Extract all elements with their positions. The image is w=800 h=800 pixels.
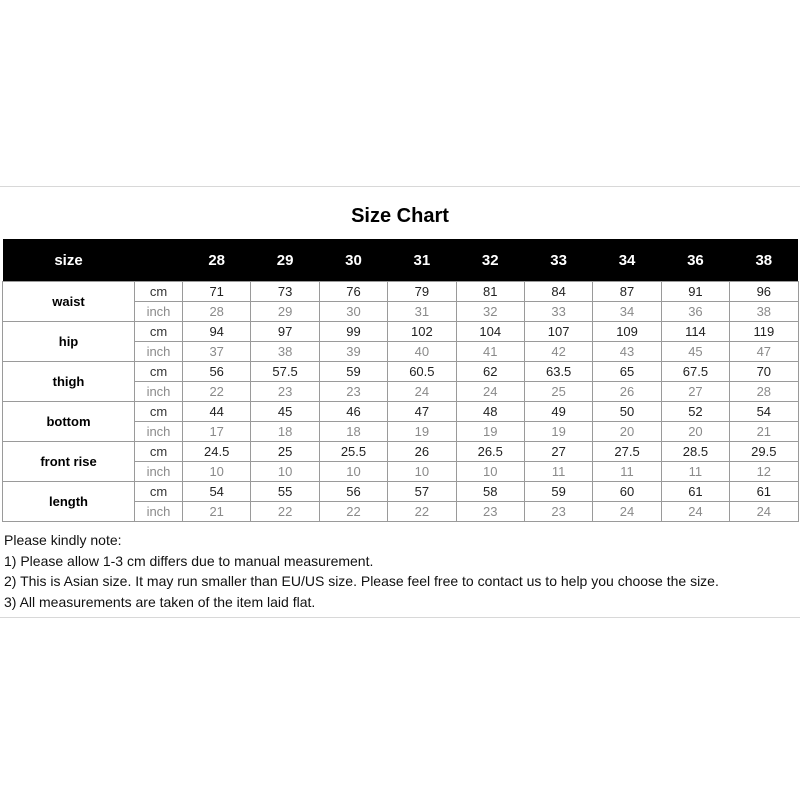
- table-cell: 56: [183, 362, 251, 382]
- table-cell: 22: [251, 502, 319, 522]
- table-cell: 30: [319, 302, 387, 322]
- unit-label: cm: [135, 442, 183, 462]
- table-cell: 114: [661, 322, 729, 342]
- table-cell: 10: [183, 462, 251, 482]
- table-cell: 29.5: [730, 442, 798, 462]
- table-cell: 45: [251, 402, 319, 422]
- table-cell: 31: [388, 302, 456, 322]
- table-cell: 17: [183, 422, 251, 442]
- size-column-header: 30: [319, 239, 387, 282]
- table-cell: 99: [319, 322, 387, 342]
- table-cell: 10: [388, 462, 456, 482]
- unit-label: cm: [135, 362, 183, 382]
- unit-label: inch: [135, 342, 183, 362]
- table-cell: 107: [524, 322, 592, 342]
- table-cell: 73: [251, 282, 319, 302]
- size-column-header: 28: [183, 239, 251, 282]
- table-cell: 61: [730, 482, 798, 502]
- table-cell: 27.5: [593, 442, 661, 462]
- table-cell: 47: [388, 402, 456, 422]
- table-cell: 43: [593, 342, 661, 362]
- table-cell: 21: [730, 422, 798, 442]
- table-cell: 38: [251, 342, 319, 362]
- measurement-label: hip: [3, 322, 135, 362]
- unit-label: cm: [135, 282, 183, 302]
- unit-label: cm: [135, 482, 183, 502]
- table-cell: 27: [661, 382, 729, 402]
- table-cell: 67.5: [661, 362, 729, 382]
- table-cell: 12: [730, 462, 798, 482]
- table-cell: 65: [593, 362, 661, 382]
- table-cell: 119: [730, 322, 798, 342]
- table-cell: 24: [593, 502, 661, 522]
- table-row: [3, 482, 799, 502]
- notes-section: [4, 530, 794, 612]
- size-column-header: 31: [388, 239, 456, 282]
- size-column-header: 36: [661, 239, 729, 282]
- size-column-header: 38: [730, 239, 798, 282]
- table-cell: 102: [388, 322, 456, 342]
- table-cell: 32: [456, 302, 524, 322]
- table-cell: 47: [730, 342, 798, 362]
- table-cell: 39: [319, 342, 387, 362]
- table-cell: 10: [251, 462, 319, 482]
- table-cell: 34: [593, 302, 661, 322]
- table-cell: 20: [661, 422, 729, 442]
- table-cell: 60.5: [388, 362, 456, 382]
- size-column-header: 32: [456, 239, 524, 282]
- table-row: [3, 322, 799, 342]
- table-cell: 25.5: [319, 442, 387, 462]
- table-cell: 58: [456, 482, 524, 502]
- note-item: 3) All measurements are taken of the item laid flat.: [4, 593, 316, 610]
- size-column-header: 33: [524, 239, 592, 282]
- size-column-header: 29: [251, 239, 319, 282]
- table-cell: 23: [319, 382, 387, 402]
- table-cell: 60: [593, 482, 661, 502]
- unit-label: inch: [135, 422, 183, 442]
- measurement-label: thigh: [3, 362, 135, 402]
- measurement-label: length: [3, 482, 135, 522]
- table-cell: 52: [661, 402, 729, 422]
- table-cell: 26.5: [456, 442, 524, 462]
- table-cell: 24.5: [183, 442, 251, 462]
- page-title: Size Chart: [351, 205, 449, 227]
- table-row: [3, 282, 799, 302]
- table-cell: 25: [251, 442, 319, 462]
- table-cell: 24: [456, 382, 524, 402]
- unit-label: cm: [135, 402, 183, 422]
- table-cell: 59: [524, 482, 592, 502]
- table-cell: 94: [183, 322, 251, 342]
- table-cell: 22: [183, 382, 251, 402]
- table-row: [3, 402, 799, 422]
- table-cell: 33: [524, 302, 592, 322]
- table-cell: 79: [388, 282, 456, 302]
- table-cell: 57.5: [251, 362, 319, 382]
- chart-body: [3, 282, 799, 522]
- table-cell: 49: [524, 402, 592, 422]
- table-cell: 84: [524, 282, 592, 302]
- table-cell: 91: [661, 282, 729, 302]
- table-cell: 44: [183, 402, 251, 422]
- table-cell: 24: [661, 502, 729, 522]
- table-cell: 45: [661, 342, 729, 362]
- table-cell: 55: [251, 482, 319, 502]
- table-cell: 26: [593, 382, 661, 402]
- table-cell: 36: [661, 302, 729, 322]
- table-cell: 61: [661, 482, 729, 502]
- table-cell: 10: [319, 462, 387, 482]
- table-cell: 62: [456, 362, 524, 382]
- table-cell: 18: [319, 422, 387, 442]
- table-cell: 19: [456, 422, 524, 442]
- table-cell: 96: [730, 282, 798, 302]
- measurement-label: front rise: [3, 442, 135, 482]
- unit-label: inch: [135, 382, 183, 402]
- table-cell: 28: [183, 302, 251, 322]
- note-item: 2) This is Asian size. It may run smaller than EU/US size. Please feel free to contact us to help you choose the size.: [4, 573, 719, 589]
- table-cell: 10: [456, 462, 524, 482]
- table-cell: 40: [388, 342, 456, 362]
- unit-label: cm: [135, 322, 183, 342]
- table-cell: 70: [730, 362, 798, 382]
- table-cell: 19: [388, 422, 456, 442]
- table-cell: 22: [319, 502, 387, 522]
- unit-label: inch: [135, 302, 183, 322]
- table-cell: 11: [524, 462, 592, 482]
- table-cell: 41: [456, 342, 524, 362]
- table-cell: 23: [456, 502, 524, 522]
- table-cell: 50: [593, 402, 661, 422]
- table-cell: 48: [456, 402, 524, 422]
- table-cell: 28.5: [661, 442, 729, 462]
- size-column-header: 34: [593, 239, 661, 282]
- table-cell: 71: [183, 282, 251, 302]
- table-cell: 54: [183, 482, 251, 502]
- table-cell: 24: [388, 382, 456, 402]
- table-cell: 81: [456, 282, 524, 302]
- table-row: [3, 442, 799, 462]
- table-cell: 104: [456, 322, 524, 342]
- unit-label: inch: [135, 502, 183, 522]
- table-cell: 59: [319, 362, 387, 382]
- table-cell: 97: [251, 322, 319, 342]
- table-cell: 54: [730, 402, 798, 422]
- header-row: [3, 239, 799, 282]
- table-cell: 24: [730, 502, 798, 522]
- table-cell: 19: [524, 422, 592, 442]
- table-cell: 27: [524, 442, 592, 462]
- table-row: [3, 362, 799, 382]
- table-cell: 76: [319, 282, 387, 302]
- table-cell: 21: [183, 502, 251, 522]
- table-cell: 22: [388, 502, 456, 522]
- table-cell: 28: [730, 382, 798, 402]
- table-cell: 11: [661, 462, 729, 482]
- table-cell: 46: [319, 402, 387, 422]
- table-cell: 18: [251, 422, 319, 442]
- measurement-label: waist: [3, 282, 135, 322]
- table-cell: 25: [524, 382, 592, 402]
- table-cell: 29: [251, 302, 319, 322]
- table-cell: 23: [251, 382, 319, 402]
- table-cell: 37: [183, 342, 251, 362]
- size-chart-table: [2, 239, 799, 522]
- notes-heading: Please kindly note:: [4, 532, 122, 548]
- table-cell: 109: [593, 322, 661, 342]
- unit-header: [135, 239, 183, 282]
- table-cell: 87: [593, 282, 661, 302]
- table-cell: 63.5: [524, 362, 592, 382]
- unit-label: inch: [135, 462, 183, 482]
- table-cell: 23: [524, 502, 592, 522]
- table-cell: 38: [730, 302, 798, 322]
- table-cell: 20: [593, 422, 661, 442]
- table-cell: 57: [388, 482, 456, 502]
- table-cell: 11: [593, 462, 661, 482]
- table-cell: 42: [524, 342, 592, 362]
- measurement-label: bottom: [3, 402, 135, 442]
- table-cell: 56: [319, 482, 387, 502]
- note-item: 1) Please allow 1-3 cm differs due to manual measurement.: [4, 552, 374, 569]
- size-header: size: [3, 239, 135, 282]
- table-cell: 26: [388, 442, 456, 462]
